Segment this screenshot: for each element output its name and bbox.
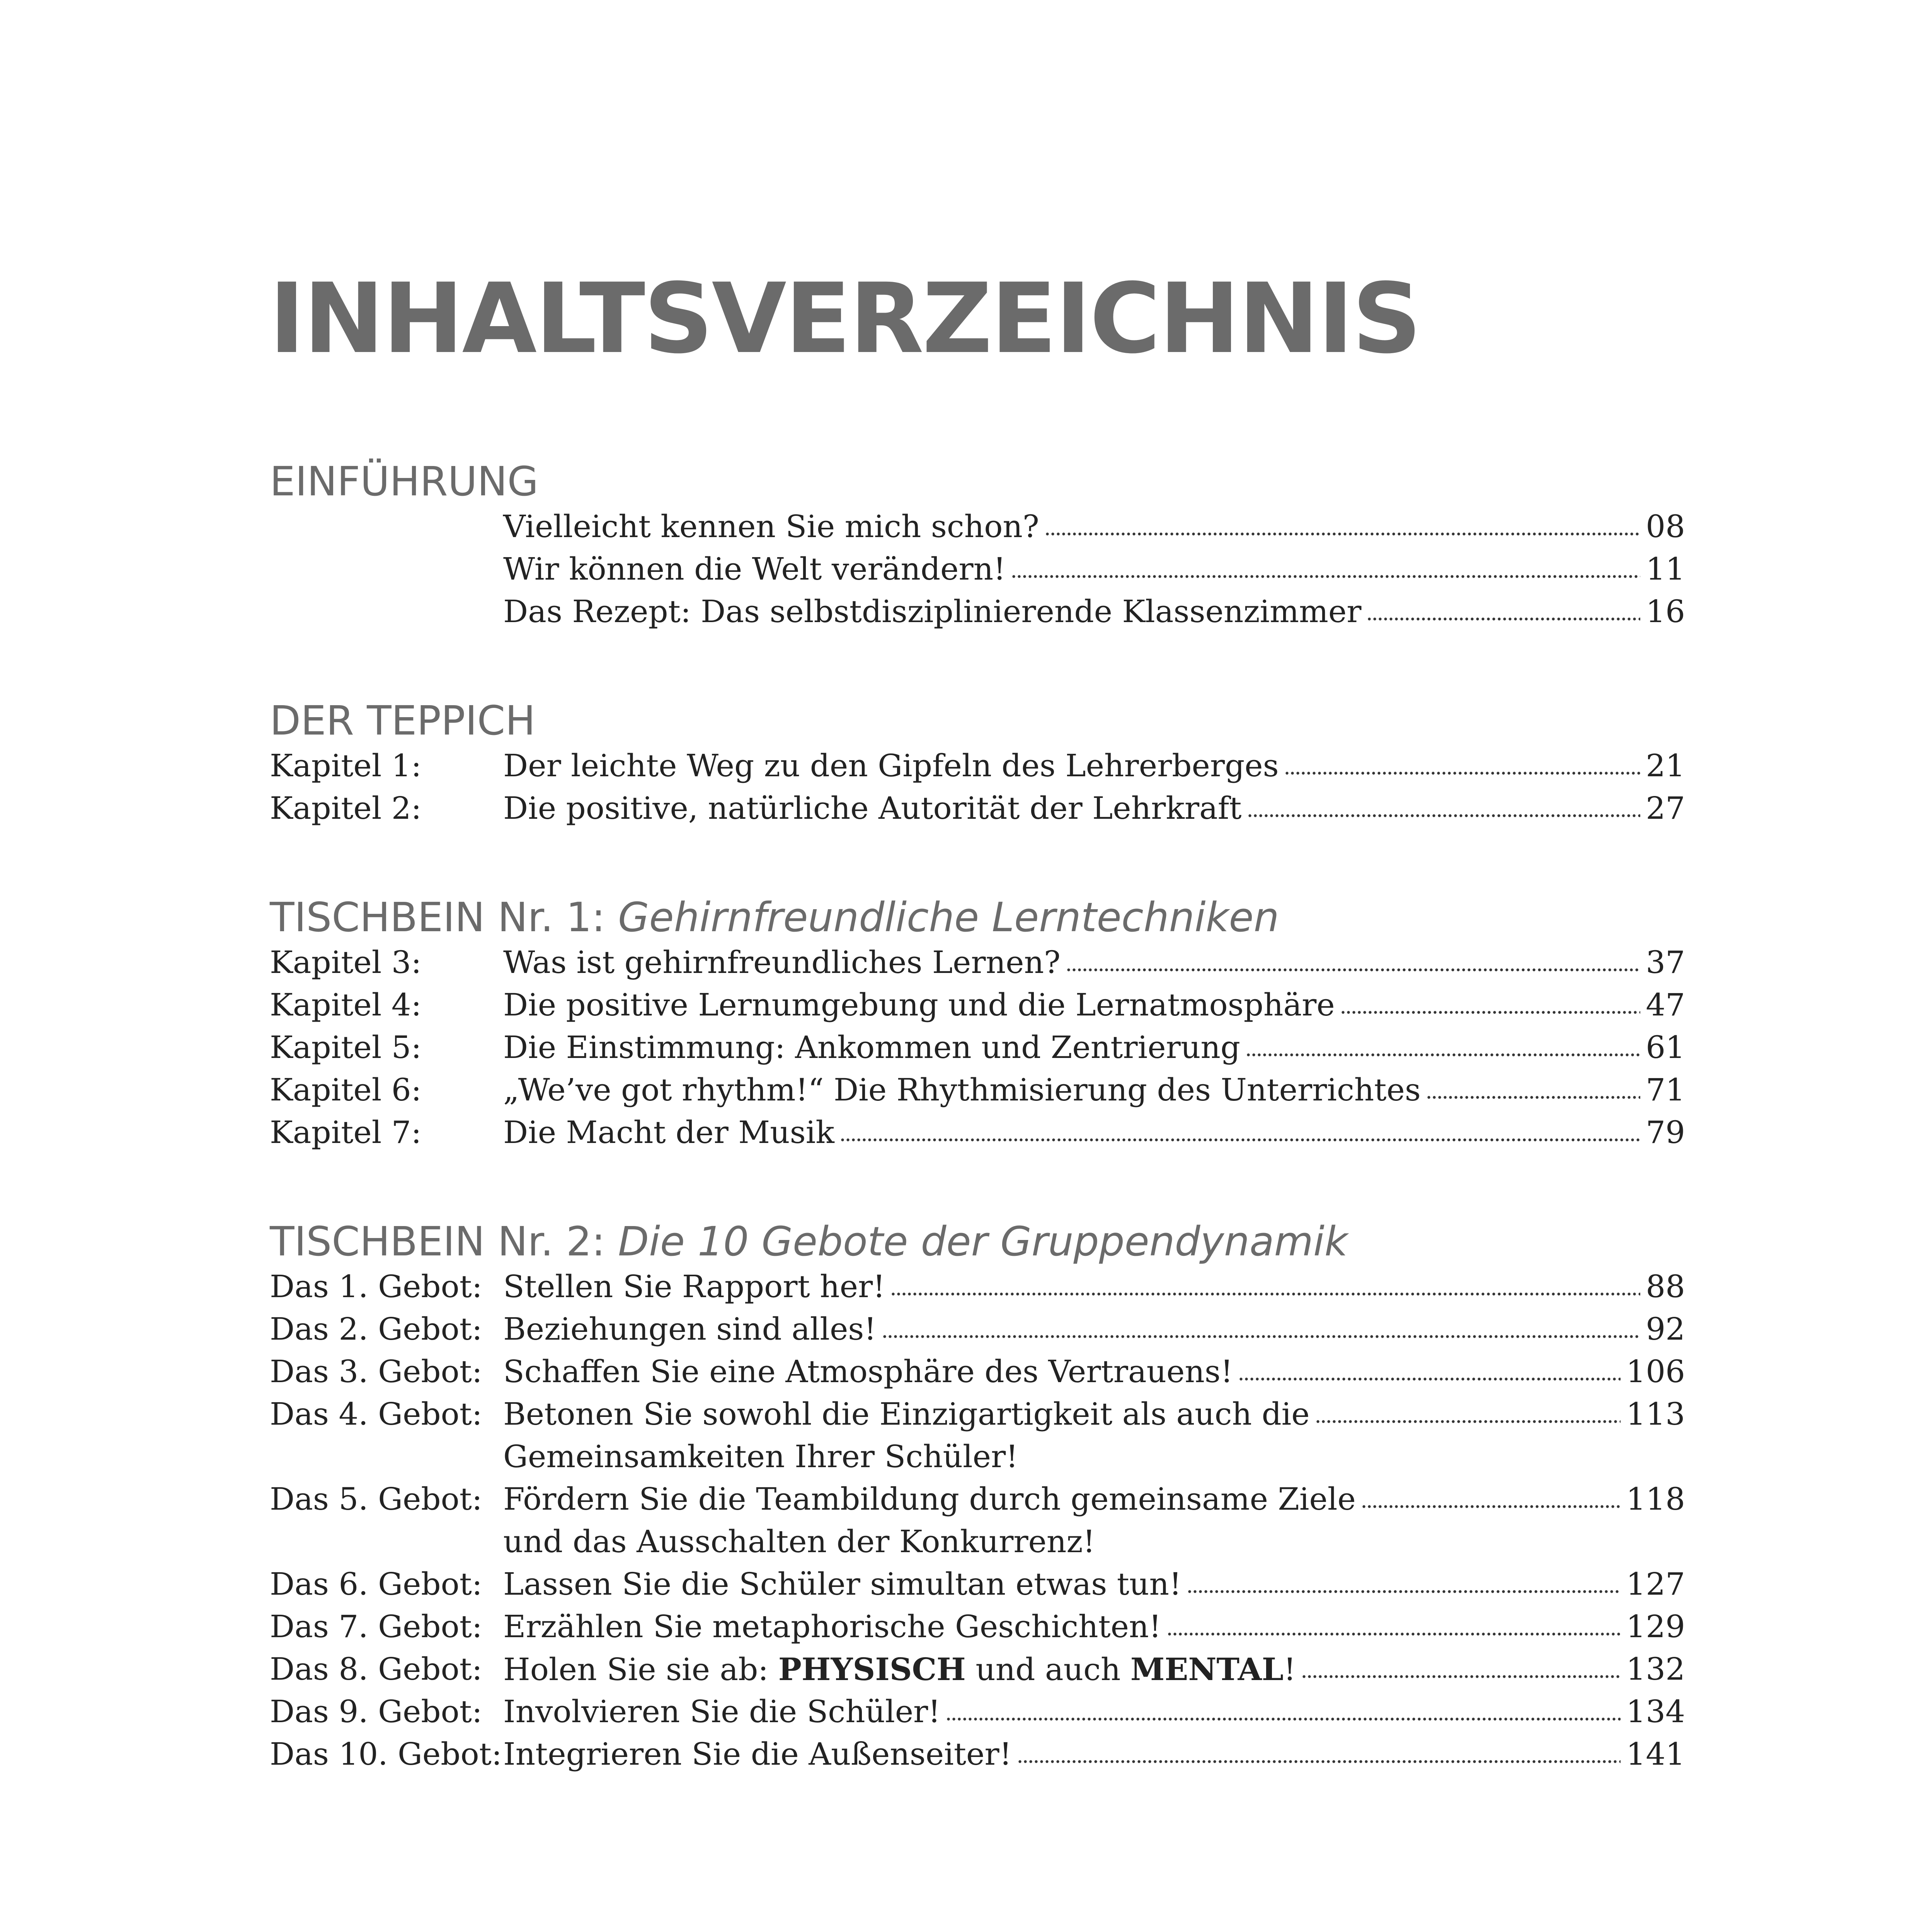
entry-title-part: und auch — [965, 1651, 1130, 1687]
entry-page-number: 11 — [1646, 551, 1685, 587]
dot-leader — [1045, 505, 1640, 536]
entry-title: Lassen Sie die Schüler simultan etwas tun! — [503, 1566, 1182, 1602]
entry-title: Die Einstimmung: Ankommen und Zentrierung — [503, 1029, 1241, 1065]
dot-leader — [1238, 1350, 1621, 1381]
dot-leader — [1340, 984, 1640, 1015]
dot-leader — [1187, 1563, 1621, 1594]
section-heading — [270, 457, 1685, 505]
entry-title: Stellen Sie Rapport her! — [503, 1269, 885, 1304]
dot-leader — [1301, 1648, 1621, 1679]
section-heading — [270, 1218, 1685, 1265]
toc-entry — [270, 1690, 1685, 1733]
entry-title: Die positive, natürliche Autorität der Lehrkraft — [503, 790, 1242, 826]
entry-label — [270, 548, 503, 590]
toc-entry — [270, 1733, 1685, 1776]
toc-entry — [270, 745, 1685, 787]
section-heading-text: EINFÜHRUNG — [270, 458, 539, 505]
entry-title: Was ist gehirnfreundliches Lernen? — [503, 944, 1061, 980]
entry-page-number: 21 — [1646, 748, 1685, 784]
entry-title: Erzählen Sie metaphorische Geschichten! — [503, 1609, 1161, 1645]
entry-label-spacer — [270, 1520, 503, 1563]
dot-leader — [882, 1308, 1641, 1339]
entry-label: Kapitel 5: — [270, 1029, 422, 1065]
entry-label: Kapitel 1: — [270, 748, 422, 784]
entry-title: Betonen Sie sowohl die Einzigartigkeit als auch die — [503, 1396, 1310, 1432]
entry-title-bold: PHYSISCH — [778, 1651, 966, 1687]
toc-entry — [270, 1308, 1685, 1350]
entry-label: Das 7. Gebot: — [270, 1609, 482, 1645]
toc-entry — [270, 1605, 1685, 1648]
toc-entry — [270, 787, 1685, 830]
toc-entry — [270, 1350, 1685, 1393]
entry-title: Die Macht der Musik — [503, 1114, 834, 1150]
entry-title: Fördern Sie die Teambildung durch gemeinsame Ziele — [503, 1481, 1356, 1517]
entry-label: Kapitel 3: — [270, 944, 422, 980]
entry-list — [270, 941, 1685, 1154]
entry-title: Schaffen Sie eine Atmosphäre des Vertrauens! — [503, 1354, 1233, 1389]
toc-section — [270, 697, 1685, 830]
entry-title: Involvieren Sie die Schüler! — [503, 1694, 941, 1730]
dot-leader — [1426, 1069, 1640, 1100]
section-heading-text: TISCHBEIN Nr. 1: — [270, 894, 618, 941]
entry-label-spacer — [270, 1435, 503, 1478]
entry-page-number: 127 — [1626, 1566, 1685, 1602]
toc-entry — [270, 1563, 1685, 1605]
entry-title: Wir können die Welt verändern! — [503, 551, 1006, 587]
entry-page-number: 129 — [1626, 1609, 1685, 1645]
section-heading-emphasis: Die 10 Gebote der Gruppendynamik — [618, 1218, 1348, 1265]
dot-leader — [1011, 548, 1640, 579]
dot-leader — [1247, 787, 1641, 818]
toc-entry — [270, 941, 1685, 984]
entry-page-number: 16 — [1646, 594, 1685, 629]
entry-title-part: Holen Sie sie ab: — [503, 1651, 778, 1687]
toc-sections — [270, 457, 1685, 1776]
entry-label: Kapitel 2: — [270, 790, 422, 826]
entry-page-number: 71 — [1646, 1072, 1685, 1108]
dot-leader — [1361, 1478, 1621, 1509]
toc-section — [270, 457, 1685, 633]
dot-leader — [1017, 1733, 1621, 1764]
toc-entry — [270, 548, 1685, 590]
entry-list — [270, 1265, 1685, 1776]
entry-label: Das 3. Gebot: — [270, 1354, 482, 1389]
dot-leader — [946, 1690, 1621, 1721]
entry-label: Das 8. Gebot: — [270, 1651, 482, 1687]
dot-leader — [1246, 1026, 1640, 1057]
dot-leader — [1167, 1605, 1621, 1636]
toc-entry — [270, 1265, 1685, 1308]
section-heading — [270, 893, 1685, 941]
entry-page-number: 88 — [1646, 1269, 1685, 1304]
dot-leader — [1284, 745, 1641, 776]
entry-page-number: 141 — [1626, 1736, 1685, 1772]
entry-page-number: 79 — [1646, 1114, 1685, 1150]
entry-page-number: 27 — [1646, 790, 1685, 826]
entry-title: Der leichte Weg zu den Gipfeln des Lehrerberges — [503, 748, 1279, 784]
entry-title: „We’ve got rhythm!“ Die Rhythmisierung des Unterrichtes — [503, 1072, 1421, 1108]
toc-entry — [270, 1393, 1685, 1435]
entry-title-bold: MENTAL — [1130, 1651, 1284, 1687]
entry-label: Das 5. Gebot: — [270, 1481, 482, 1517]
entry-page-number: 113 — [1626, 1396, 1685, 1432]
entry-label — [270, 590, 503, 633]
entry-label: Kapitel 4: — [270, 987, 422, 1023]
dot-leader — [890, 1265, 1640, 1296]
dot-leader — [1066, 941, 1640, 972]
entry-label: Das 4. Gebot: — [270, 1396, 482, 1432]
toc-section — [270, 893, 1685, 1154]
entry-label: Das 2. Gebot: — [270, 1311, 482, 1347]
section-heading-text: DER TEPPICH — [270, 697, 536, 744]
entry-label: Das 10. Gebot: — [270, 1736, 502, 1772]
dot-leader — [1315, 1393, 1621, 1424]
dot-leader — [840, 1111, 1640, 1142]
toc-entry — [270, 1111, 1685, 1154]
entry-title: Integrieren Sie die Außenseiter! — [503, 1736, 1012, 1772]
toc-entry — [270, 984, 1685, 1026]
entry-page-number: 92 — [1646, 1311, 1685, 1347]
entry-title: Vielleicht kennen Sie mich schon? — [503, 509, 1039, 544]
toc-entry-continuation — [270, 1520, 1685, 1563]
entry-label: Das 9. Gebot: — [270, 1694, 482, 1730]
entry-label: Kapitel 7: — [270, 1114, 422, 1150]
toc-entry-continuation — [270, 1435, 1685, 1478]
toc-entry — [270, 1478, 1685, 1520]
toc-entry — [270, 1026, 1685, 1069]
entry-label: Kapitel 6: — [270, 1072, 422, 1108]
entry-page-number: 132 — [1626, 1651, 1685, 1687]
toc-entry — [270, 1069, 1685, 1111]
entry-page-number: 37 — [1646, 944, 1685, 980]
entry-page-number: 134 — [1626, 1694, 1685, 1730]
toc-section — [270, 1218, 1685, 1776]
entry-page-number: 118 — [1626, 1481, 1685, 1517]
toc-entry — [270, 590, 1685, 633]
entry-page-number: 106 — [1626, 1354, 1685, 1389]
entry-title: Das Rezept: Das selbstdisziplinierende Klassenzimmer — [503, 594, 1362, 629]
entry-title-part: ! — [1284, 1651, 1296, 1687]
entry-page-number: 08 — [1646, 509, 1685, 544]
toc-entry — [270, 505, 1685, 548]
toc-title: INHALTSVERZEICHNIS — [269, 262, 1420, 375]
section-heading-emphasis: Gehirnfreundliche Lerntechniken — [618, 894, 1279, 941]
entry-label — [270, 505, 503, 548]
section-heading — [270, 697, 1685, 745]
section-heading-text: TISCHBEIN Nr. 2: — [270, 1218, 618, 1265]
dot-leader — [1367, 590, 1640, 621]
entry-label: Das 6. Gebot: — [270, 1566, 482, 1602]
entry-list — [270, 745, 1685, 830]
entry-title: Beziehungen sind alles! — [503, 1311, 877, 1347]
entry-list — [270, 505, 1685, 633]
entry-page-number: 47 — [1646, 987, 1685, 1023]
entry-title: Die positive Lernumgebung und die Lernatmosphäre — [503, 987, 1335, 1023]
entry-title-continuation: und das Ausschalten der Konkurrenz! — [503, 1524, 1095, 1560]
toc-entry — [270, 1648, 1685, 1690]
entry-label: Das 1. Gebot: — [270, 1269, 482, 1304]
entry-title — [503, 1648, 1296, 1690]
entry-page-number: 61 — [1646, 1029, 1685, 1065]
entry-title-continuation: Gemeinsamkeiten Ihrer Schüler! — [503, 1439, 1018, 1475]
